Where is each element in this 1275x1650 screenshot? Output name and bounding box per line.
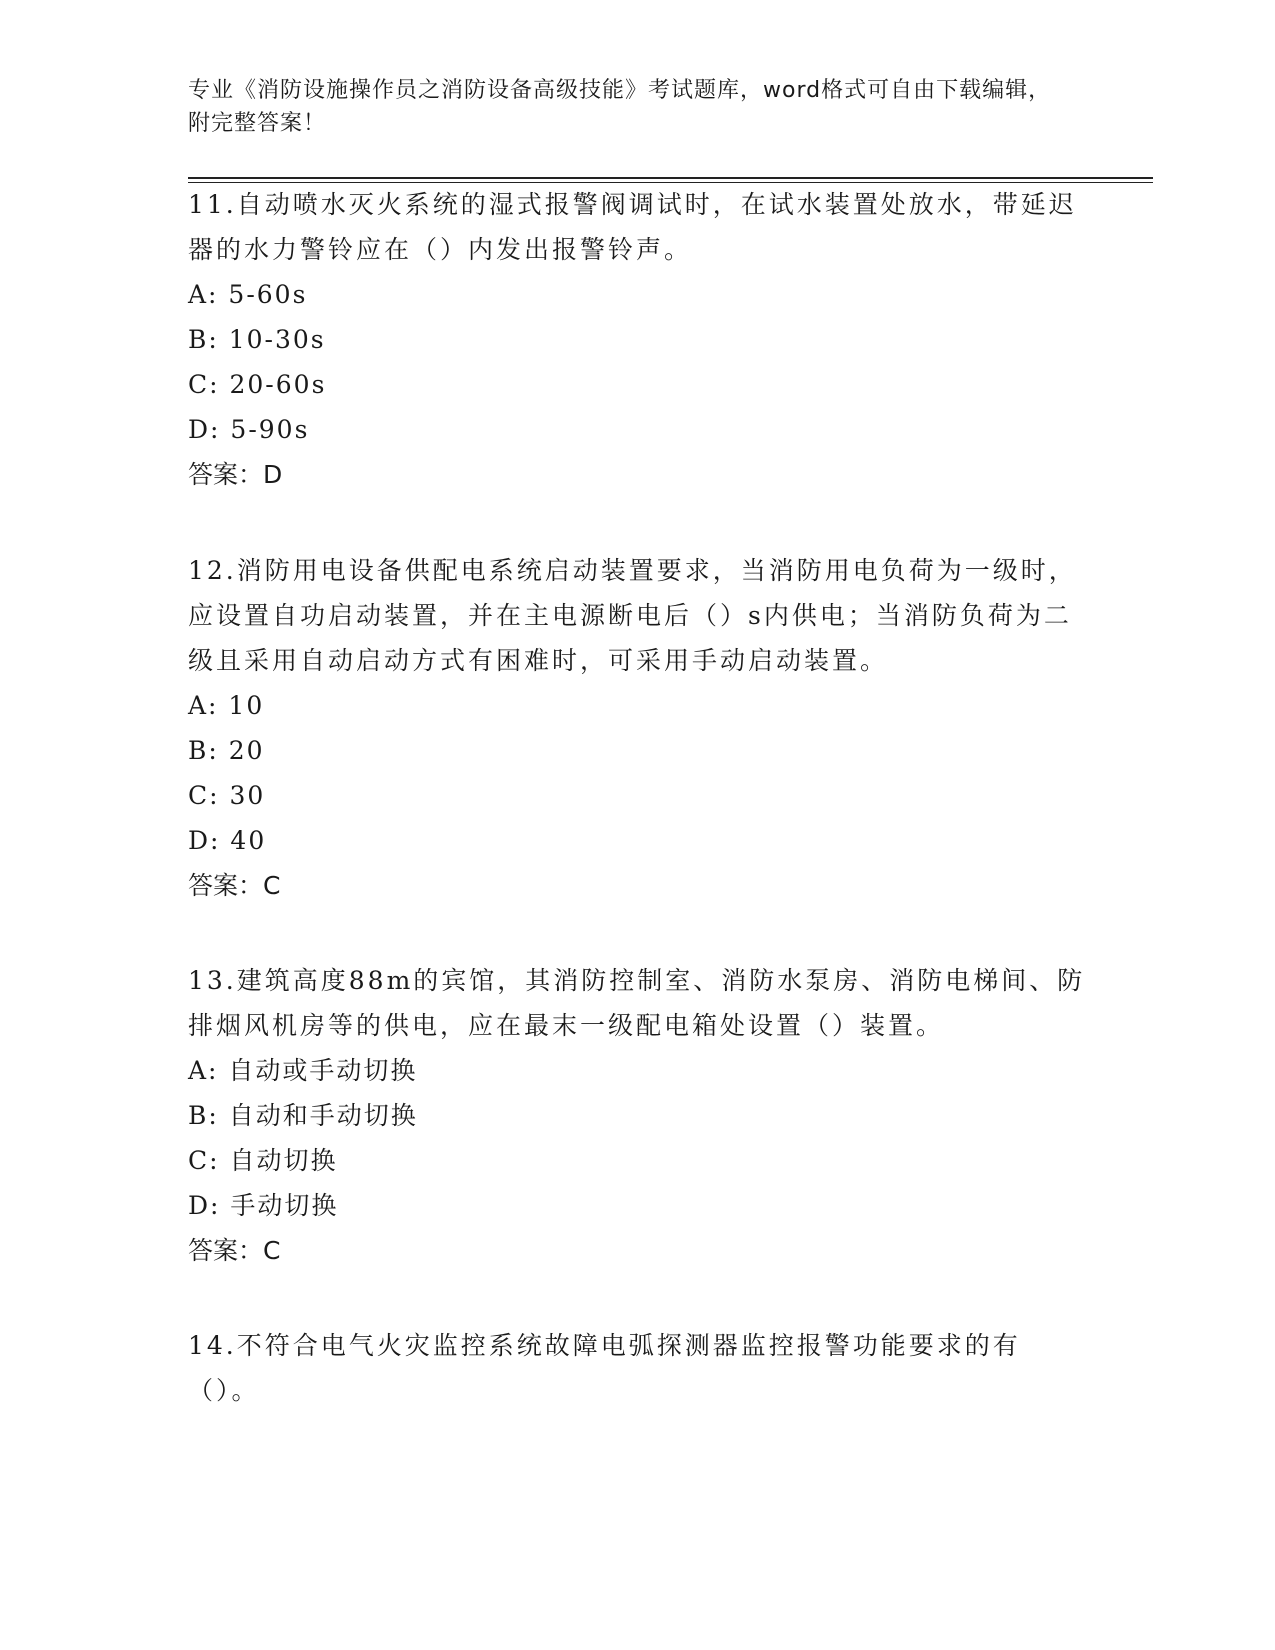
answer: 答案：C: [188, 1236, 281, 1265]
question-stem: 11.自动喷水灭火系统的湿式报警阀调试时，在试水装置处放水，带延迟器的水力警铃应在（）内发出报警铃声。: [188, 190, 1077, 264]
header-note: 专业《消防设施操作员之消防设备高级技能》考试题库，word格式可自由下载编辑，附完整答案！: [188, 78, 1052, 136]
answer: 答案：D: [188, 460, 283, 489]
question-12: [188, 548, 1088, 908]
option-c: C: 自动切换: [188, 1146, 338, 1175]
question-11: [188, 182, 1088, 497]
option-d: D: 5-90s: [188, 415, 310, 444]
question-14: [188, 1323, 1088, 1413]
option-c: C: 20-60s: [188, 370, 327, 399]
option-b: B: 20: [188, 736, 265, 765]
answer: 答案：C: [188, 871, 281, 900]
question-stem: 13.建筑高度88m的宾馆，其消防控制室、消防水泵房、消防电梯间、防排烟风机房等的供电，应在最末一级配电箱处设置（）装置。: [188, 966, 1086, 1040]
option-d: D: 40: [188, 826, 267, 855]
option-a: A: 10: [188, 691, 265, 720]
option-d: D: 手动切换: [188, 1191, 339, 1220]
option-b: B: 10-30s: [188, 325, 326, 354]
option-c: C: 30: [188, 781, 266, 810]
question-stem: 14.不符合电气火灾监控系统故障电弧探测器监控报警功能要求的有（）。: [188, 1331, 1021, 1405]
option-a: A: 自动或手动切换: [188, 1056, 418, 1085]
header-divider: [188, 177, 1153, 179]
question-stem: 12.消防用电设备供配电系统启动装置要求，当消防用电负荷为一级时，应设置自功启动装置，并在主电源断电后（）s内供电；当消防负荷为二级且采用自动启动方式有困难时，可采用手动启动装置。: [188, 556, 1077, 675]
option-a: A: 5-60s: [188, 280, 308, 309]
option-b: B: 自动和手动切换: [188, 1101, 418, 1130]
question-13: [188, 958, 1088, 1273]
